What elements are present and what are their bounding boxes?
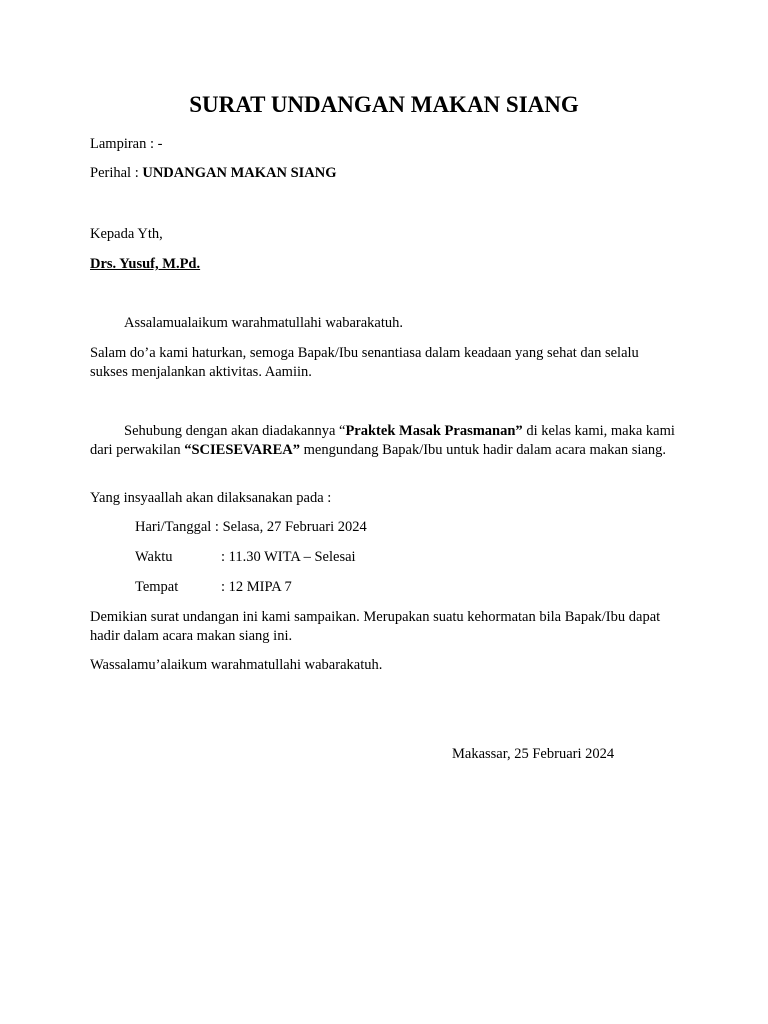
opening-salam: Assalamualaikum warahmatullahi wabarakatuh.: [124, 315, 404, 331]
time-value: : 11.30 WITA – Selesai: [221, 549, 356, 565]
perihal-label: Perihal :: [90, 165, 143, 181]
recipient-name: Drs. Yusuf, M.Pd.: [90, 256, 201, 272]
detail-place: [135, 579, 292, 596]
place-label: Tempat: [135, 579, 179, 595]
lampiran-line: [90, 136, 163, 153]
recipient-line: [90, 256, 200, 273]
date-value: : Selasa, 27 Februari 2024: [211, 519, 367, 535]
body-text-3: mengundang Bapak/Ibu untuk hadir dalam acara makan siang.: [300, 442, 667, 458]
schedule-intro: Yang insyaallah akan dilaksanakan pada :: [90, 490, 332, 506]
closing-paragraph: Demikian surat undangan ini kami sampaikan. Merupakan suatu kehormatan bila Bapak/Ibu dapat hadir dalam acara makan siang ini.: [90, 609, 661, 644]
place-date: Makassar, 25 Februari 2024: [452, 746, 615, 762]
perihal-line: [90, 165, 337, 182]
event-name: Praktek Masak Prasmanan”: [345, 423, 523, 439]
detail-time: [135, 549, 356, 566]
date-label: Hari/Tanggal: [135, 519, 212, 535]
group-name: “SCIESEVAREA”: [184, 442, 300, 458]
perihal-value: UNDANGAN MAKAN SIANG: [142, 165, 337, 181]
body-paragraph: [90, 422, 680, 460]
recipient-greeting: Kepada Yth,: [90, 226, 163, 242]
wish-paragraph: Salam do’a kami haturkan, semoga Bapak/Ibu senantiasa dalam keadaan yang sehat dan selalu sukses menjalankan aktivitas. Aamiin.: [90, 345, 639, 380]
detail-date: [135, 519, 367, 536]
time-label: Waktu: [135, 549, 173, 565]
farewell-salam: Wassalamu’alaikum warahmatullahi wabarakatuh.: [90, 657, 383, 673]
lampiran-value: -: [157, 136, 163, 152]
body-text-1: Sehubung dengan akan diadakannya “: [124, 423, 346, 439]
body-text-2: di kelas kami, maka kami dari perwakilan: [90, 423, 675, 458]
letter-title: SURAT UNDANGAN MAKAN SIANG: [189, 92, 579, 117]
place-value: : 12 MIPA 7: [221, 579, 292, 595]
lampiran-label: Lampiran :: [90, 136, 158, 152]
